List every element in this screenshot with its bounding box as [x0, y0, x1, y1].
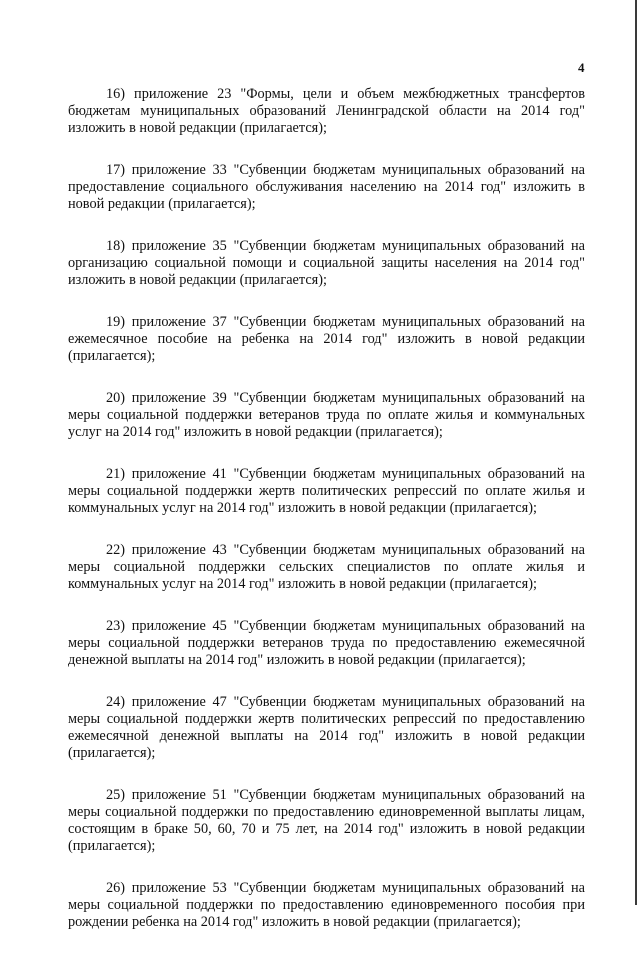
list-item: 22) приложение 43 "Субвенции бюджетам муниципальных образований на меры социальной поддержки сельских специалистов по оплате жилья и коммунальных услуг на 2014 год" изложить в новой редакции (прилагается); [68, 542, 585, 592]
list-item: 20) приложение 39 "Субвенции бюджетам муниципальных образований на меры социальной поддержки ветеранов труда по оплате жилья и коммунальных услуг на 2014 год" изложить в новой редакции (прилагается); [68, 390, 585, 440]
page-number: 4 [578, 60, 585, 75]
list-item: 18) приложение 35 "Субвенции бюджетам муниципальных образований на организацию социальной помощи и социальной защиты населения на 2014 год" изложить в новой редакции (прилагается); [68, 238, 585, 288]
list-item: 17) приложение 33 "Субвенции бюджетам муниципальных образований на предоставление социального обслуживания населению на 2014 год" изложить в новой редакции (прилагается); [68, 162, 585, 212]
scan-edge [635, 0, 637, 905]
document-body [68, 86, 585, 956]
list-item: 23) приложение 45 "Субвенции бюджетам муниципальных образований на меры социальной поддержки ветеранов труда по предоставлению ежемесячной денежной выплаты на 2014 год" изложить в новой редакции (прилагается); [68, 618, 585, 668]
list-item: 26) приложение 53 "Субвенции бюджетам муниципальных образований на меры социальной поддержки по предоставлению единовременного пособия при рождении ребенка на 2014 год" изложить в новой редакции (прилагается); [68, 880, 585, 930]
list-item: 16) приложение 23 "Формы, цели и объем межбюджетных трансфертов бюджетам муниципальных образований Ленинградской области на 2014 год" изложить в новой редакции (прилагается); [68, 86, 585, 136]
list-item: 25) приложение 51 "Субвенции бюджетам муниципальных образований на меры социальной поддержки по предоставлению единовременной выплаты лицам, состоящим в браке 50, 60, 70 и 75 лет, на 2014 год" изложить в новой редакции (прилагается); [68, 787, 585, 854]
list-item: 24) приложение 47 "Субвенции бюджетам муниципальных образований на меры социальной поддержки жертв политических репрессий по предоставлению ежемесячной денежной выплаты на 2014 год" изложить в новой редакции (прилагается); [68, 694, 585, 761]
list-item: 19) приложение 37 "Субвенции бюджетам муниципальных образований на ежемесячное пособие на ребенка на 2014 год" изложить в новой редакции (прилагается); [68, 314, 585, 364]
list-item: 21) приложение 41 "Субвенции бюджетам муниципальных образований на меры социальной поддержки жертв политических репрессий по оплате жилья и коммунальных услуг на 2014 год" изложить в новой редакции (прилагается); [68, 466, 585, 516]
